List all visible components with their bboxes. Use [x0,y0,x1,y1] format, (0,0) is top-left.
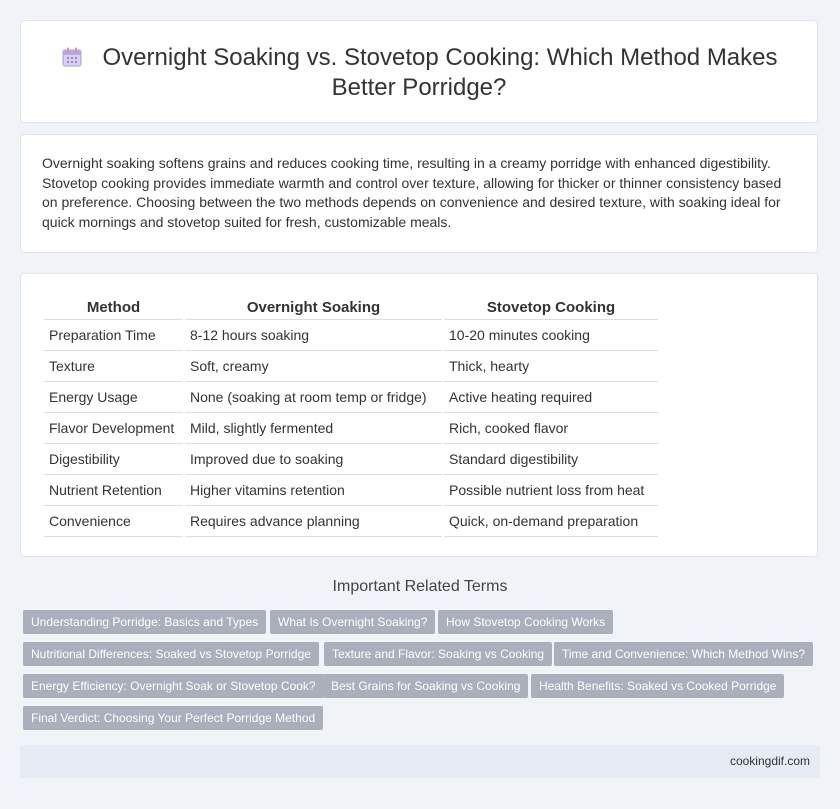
soaking-cell: Requires advance planning [185,506,442,537]
soaking-cell: None (soaking at room temp or fridge) [185,382,442,413]
table-header-row [44,294,658,320]
table-row [44,475,658,506]
stovetop-cell: Standard digestibility [444,444,658,475]
page-title [21,43,817,103]
table-row [44,444,658,475]
comparison-table [42,294,660,537]
table-row [44,382,658,413]
stovetop-cell: Rich, cooked flavor [444,413,658,444]
soaking-cell: Higher vitamins retention [185,475,442,506]
row-label: Nutrient Retention [44,475,183,506]
related-tag[interactable]: Texture and Flavor: Soaking vs Cooking [324,642,552,666]
intro-text: Overnight soaking softens grains and reduces cooking time, resulting in a creamy porridge with enhanced digestibility. Stovetop cooking provides immediate warmth and control over texture, allowing for thicker or thinner consistency based on preference. Choosing between the two methods depends on convenience and desired texture, with soaking ideal for quick mornings and stovetop suited for fresh, customizable meals. [42,155,782,230]
header-stovetop-cooking: Stovetop Cooking [444,294,658,320]
intro-card [20,134,818,253]
comparison-table-card [20,273,818,557]
title-line-1: Overnight Soaking vs. Stovetop Cooking: Which Method Makes [102,44,778,71]
title-card [20,20,818,123]
stovetop-cell: 10-20 minutes cooking [444,320,658,351]
calendar-icon [61,46,83,68]
related-tag[interactable]: Time and Convenience: Which Method Wins? [554,642,813,666]
row-label: Convenience [44,506,183,537]
footer-site-link[interactable]: cookingdif.com [729,754,810,768]
footer [20,745,820,778]
related-tag[interactable]: Understanding Porridge: Basics and Types [23,610,266,634]
related-tag[interactable]: How Stovetop Cooking Works [438,610,613,634]
soaking-cell: Improved due to soaking [185,444,442,475]
header-overnight-soaking: Overnight Soaking [185,294,442,320]
table-row [44,506,658,537]
stovetop-cell: Active heating required [444,382,658,413]
soaking-cell: Soft, creamy [185,351,442,382]
related-tag[interactable]: Health Benefits: Soaked vs Cooked Porridge [531,674,784,698]
title-line-2: Better Porridge? [331,74,507,101]
table-row [44,413,658,444]
soaking-cell: Mild, slightly fermented [185,413,442,444]
stovetop-cell: Thick, hearty [444,351,658,382]
table-row [44,351,658,382]
soaking-cell: 8-12 hours soaking [185,320,442,351]
related-tag[interactable]: Best Grains for Soaking vs Cooking [323,674,528,698]
related-tag[interactable]: Nutritional Differences: Soaked vs Stovetop Porridge [23,642,319,666]
related-terms-title: Important Related Terms [332,578,508,595]
header-method: Method [44,294,183,320]
related-tag[interactable]: Energy Efficiency: Overnight Soak or Stovetop Cook? [23,674,324,698]
stovetop-cell: Quick, on-demand preparation [444,506,658,537]
row-label: Texture [44,351,183,382]
table-row [44,320,658,351]
row-label: Preparation Time [44,320,183,351]
related-tag[interactable]: Final Verdict: Choosing Your Perfect Porridge Method [23,706,323,730]
related-tag[interactable]: What Is Overnight Soaking? [270,610,435,634]
stovetop-cell: Possible nutrient loss from heat [444,475,658,506]
row-label: Energy Usage [44,382,183,413]
row-label: Digestibility [44,444,183,475]
row-label: Flavor Development [44,413,183,444]
